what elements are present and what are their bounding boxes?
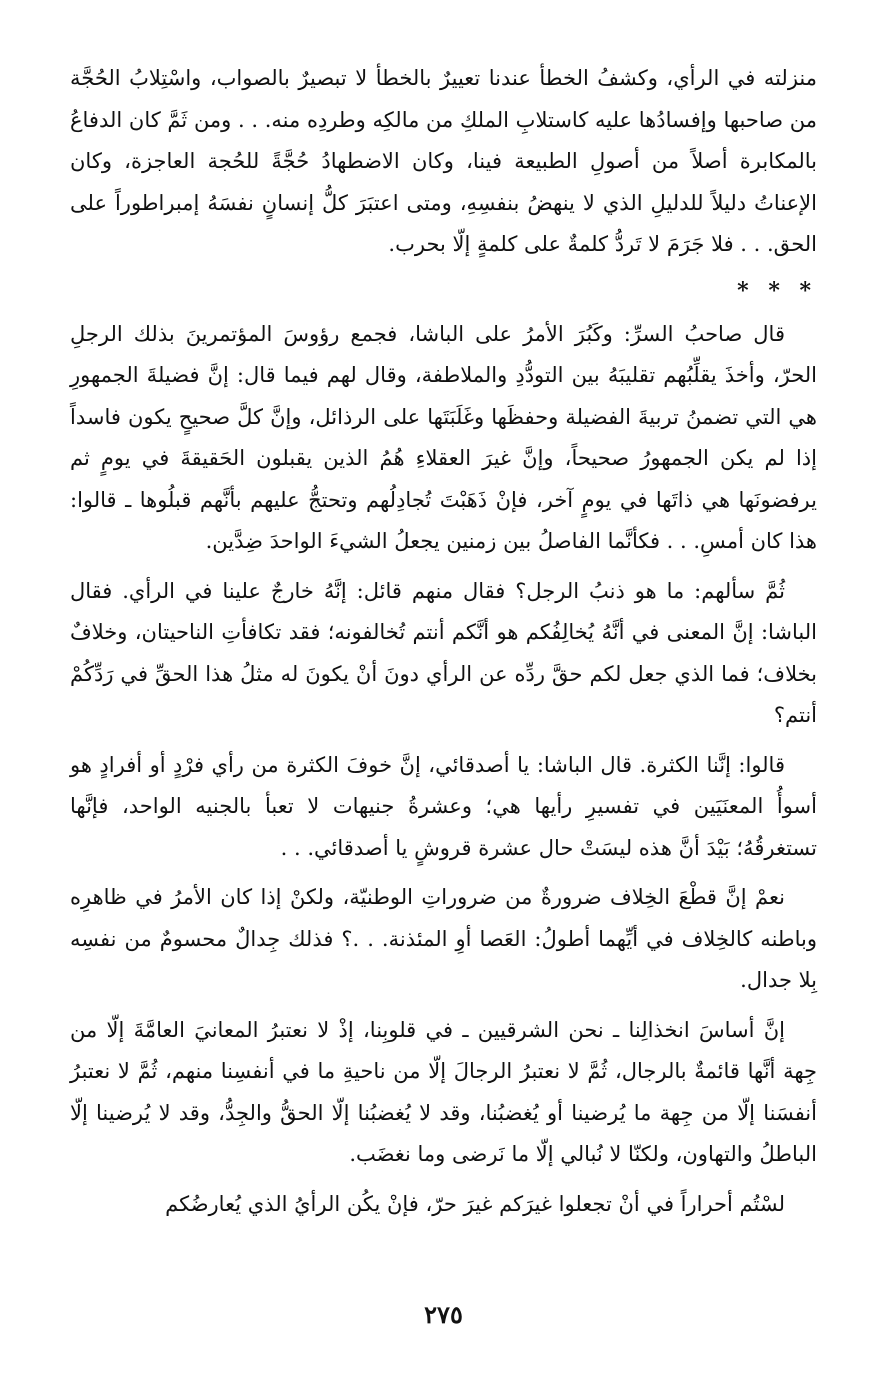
paragraph-5: نعمْ إنَّ قطْعَ الخِلاف ضرورةٌ من ضروراتِ الوطنيّة، ولكنْ إذا كان الأمرُ في ظاهرِه وباطنه كالخِلاف في أيِّهما أطولُ: العَصا أوِ المئذنة. . .؟ فذلك جِدالٌ محسومٌ من نفسِه بِلا جدال. [70, 885, 817, 992]
book-page [70, 58, 817, 1329]
page-number: ٢٧٥ [424, 1300, 463, 1329]
page-body [70, 58, 817, 1225]
paragraph-6: إنَّ أساسَ انخذالِنا ـ نحن الشرقيين ـ في قلوبِنا، إذْ لا نعتبرُ المعانيَ العامَّةَ إلّا من جِهة أنَّها قائمةٌ بالرجال، ثُمَّ لا نعتبرُ الرجالَ إلّا من ناحيةِ ما في أنفسِنا منهم، ثُمَّ لا نعتبرُ أنفسَنا إلّا من جِهة ما يُرضينا أو يُغضبُنا، وقد لا يُغضبُنا إلّا الحقُّ والجِدُّ، وقد لا يُرضينا إلّا الباطلُ والتهاون، ولكنّا لا نُبالي إلّا ما نَرضى وما نغضَب. [70, 1017, 817, 1166]
paragraph-3: ثُمَّ سألهم: ما هو ذنبُ الرجل؟ فقال منهم قائل: إنَّهُ خارجٌ علينا في الرأي. فقال الباشا: إنَّ المعنى في أنَّهُ يُخالِفُكم هو أنَّكم أنتم تُخالفونه؛ فقد تكافأتِ الناحيتان، وخلافٌ بخلاف؛ فما الذي جعل لكم حقَّ ردِّه عن الرأي دونَ أنْ يكونَ له مثلُ هذا الحقِّ في رَدِّكُمْ أنتم؟ [70, 578, 817, 727]
section-separator: * * * [737, 277, 817, 304]
paragraph-1: منزلته في الرأي، وكشفُ الخطأ عندنا تعييرٌ بالخطأ لا تبصيرٌ بالصواب، واسْتِلابُ الحُجَّة من صاحبها وإفسادُها عليه كاستلابِ الملكِ من مالكِه وطردِه منه. . . ومن ثَمَّ كان الدفاعُ بالمكابرة أصلاً من أصولِ الطبيعة فينا، وكان الاضطهادُ حُجَّةً للحُجة العاجزة، وكان الإعناتُ دليلاً للدليلِ الذي لا ينهضُ بنفسِهِ، ومتى اعتبَرَ كلُّ إنسانٍ نفسَهُ إمبراطوراً على الحق. . . فلا جَرَمَ لا تَردُّ كلمةٌ على كلمةٍ إلّا بحرب. [70, 66, 817, 256]
paragraph-4: قالوا: إنَّنا الكثرة. قال الباشا: يا أصدقائي، إنَّ خوفَ الكثرة من رأي فرْدٍ أو أفرادٍ هو أسوأُ المعنَيَين في تفسيرِ رأيها هي؛ وعشرةُ جنيهات لا تعبأ بالجنيه الواحد، فإنَّها تستغرقُهُ؛ بَيْدَ أنَّ هذه ليسَتْ حال عشرة قروشٍ يا أصدقائي. . . [70, 752, 817, 860]
paragraph-7: لسْتُم أحراراً في أنْ تجعلوا غيرَكم غيرَ حرّ، فإنْ يكُن الرأيُ الذي يُعارضُكم [165, 1191, 785, 1216]
paragraph-2: قال صاحبُ السرِّ: وكَبُرَ الأمرُ على الباشا، فجمع رؤوسَ المؤتمرينَ بذلك الرجلِ الحرّ، وأخذَ يقلِّبُهم تقليبَهُ بين التودُّدِ والملاطفة، وقال لهم فيما قال: إنَّ فضيلةَ الجمهورِ هي التي تضمنُ تربيةَ الفضيلة وحفظَها وغَلَبَتَها على الرذائل، وإنَّ كلَّ صحيحٍ يكون فاسداً إذا لم يكن الجمهورُ صحيحاً، وإنَّ غيرَ العقلاءِ هُمُ الذين يقبلون الحَقيقةَ في يومٍ ثم يرفضونَها هي ذاتَها في يومٍ آخر، فإنْ ذَهَبْتَ تُجادِلُهم وتحتجُّ عليهم بأنَّهم قبلُوها ـ قالوا: هذا كان أمسِ. . . فكأنَّما الفاصلُ بين زمنين يجعلُ الشيءَ الواحدَ ضِدَّين. [70, 321, 817, 553]
